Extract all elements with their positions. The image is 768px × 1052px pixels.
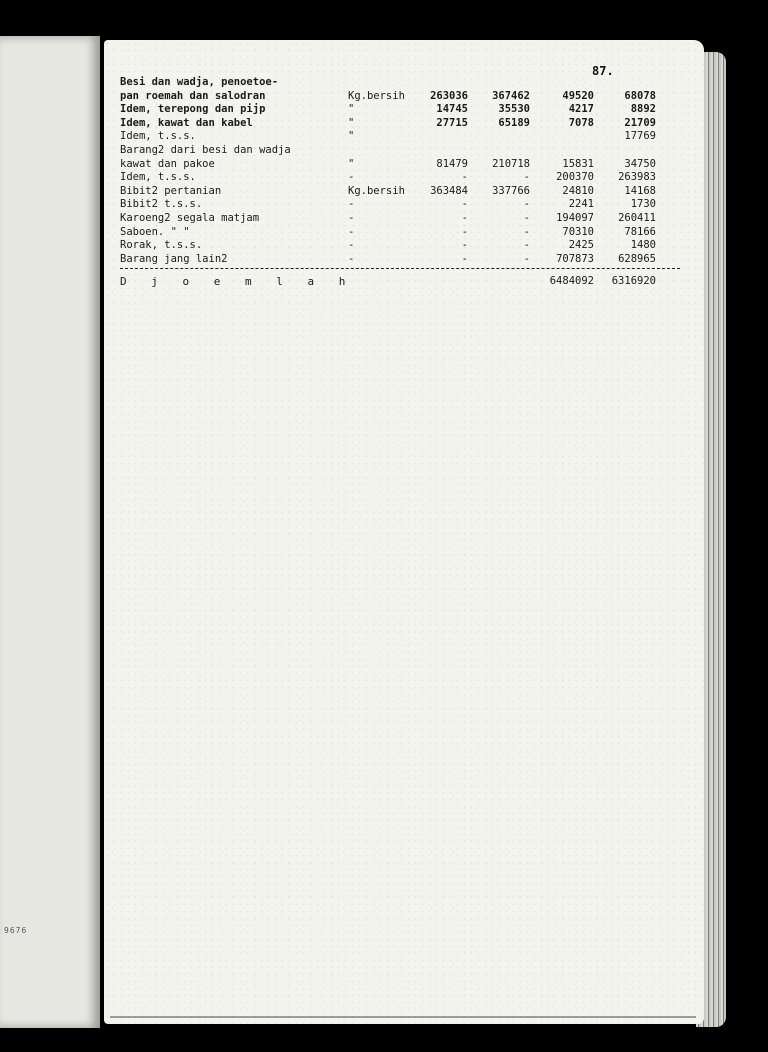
cell-desc: Karoeng2 segala matjam [120,211,260,224]
cell-v1: - [461,239,468,252]
cell-unit: - [348,239,355,252]
cell-v2: - [523,239,530,252]
cell-v3: 2241 [568,198,594,211]
corner-mark: 9676 [4,926,28,935]
cell-v3: 24810 [562,184,594,197]
cell-desc: Barang2 dari besi dan wadja [120,143,291,156]
cell-v1: - [461,225,468,238]
cell-unit: - [348,252,355,265]
cell-v2: 367462 [492,89,530,102]
total-value-4: 6316920 [611,275,656,288]
left-facing-page [0,36,100,1028]
table-body [120,76,680,266]
cell-desc: kawat dan pakoe [120,157,215,170]
cell-v3: 70310 [562,225,594,238]
cell-desc: pan roemah dan salodran [120,89,266,102]
cell-v1: 14745 [436,103,468,116]
table-row [120,171,680,185]
total-label: D j o e m l a h [120,275,355,289]
table-row [120,239,680,253]
cell-v4: 260411 [618,211,656,224]
table-row [120,212,680,226]
table-row [120,90,680,104]
cell-desc: Saboen. " " [120,225,190,238]
cell-v2: 337766 [492,184,530,197]
cell-v4: 628965 [618,252,656,265]
cell-v1: 263036 [430,89,468,102]
cell-v4: 68078 [624,89,656,102]
table-row [120,198,680,212]
cell-v3: 200370 [556,171,594,184]
cell-unit: " [348,130,355,143]
cell-v2: 210718 [492,157,530,170]
cell-v1: - [461,198,468,211]
table-divider [120,268,680,269]
cell-v1: - [461,211,468,224]
table-row [120,158,680,172]
table-row [120,76,680,90]
table-row [120,130,680,144]
cell-v3: 194097 [556,211,594,224]
cell-desc: Idem, t.s.s. [120,171,196,184]
cell-v3: 707873 [556,252,594,265]
cell-desc: Barang jang lain2 [120,252,228,265]
cell-v3: 7078 [568,116,594,129]
cell-unit: " [348,157,355,170]
cell-v3: 2425 [568,239,594,252]
table-row [120,117,680,131]
cell-v3: 49520 [562,89,594,102]
table-row [120,226,680,240]
table-row [120,144,680,158]
cell-v4: 34750 [624,157,656,170]
cell-v4: 1480 [630,239,656,252]
cell-unit: - [348,171,355,184]
cell-unit: - [348,198,355,211]
cell-v2: - [523,225,530,238]
cell-v2: - [523,211,530,224]
cell-v1: 81479 [436,157,468,170]
table-row [120,253,680,267]
cell-v2: 35530 [498,103,530,116]
cell-unit: " [348,116,355,129]
cell-v4: 14168 [624,184,656,197]
cell-v4: 263983 [618,171,656,184]
cell-desc: Bibit2 t.s.s. [120,198,203,211]
cell-v4: 17769 [624,130,656,143]
page-bottom-edge [110,1010,696,1018]
cell-v4: 8892 [630,103,656,116]
cell-v2: - [523,252,530,265]
table-row [120,103,680,117]
cell-v1: 27715 [436,116,468,129]
cell-v3: 15831 [562,157,594,170]
cell-v2: 65189 [498,116,530,129]
total-value-3: 6484092 [549,275,594,288]
cell-unit: - [348,211,355,224]
cell-desc: Rorak, t.s.s. [120,239,203,252]
cell-v1: - [461,171,468,184]
cell-v1: - [461,252,468,265]
cell-desc: Bibit2 pertanian [120,184,222,197]
cell-v4: 1730 [630,198,656,211]
cell-v2: - [523,198,530,211]
cell-v1: 363484 [430,184,468,197]
cell-v2: - [523,171,530,184]
cell-desc: Idem, t.s.s. [120,130,196,143]
cell-unit: " [348,103,355,116]
cell-unit: Kg.bersih [348,184,405,197]
cell-unit: Kg.bersih [348,89,405,102]
cell-desc: Besi dan wadja, penoetoe- [120,76,279,88]
cell-v4: 78166 [624,225,656,238]
cell-v4: 21709 [624,116,656,129]
table-row [120,185,680,199]
statistics-table [120,76,680,291]
cell-v3: 4217 [568,103,594,116]
cell-desc: Idem, kawat dan kabel [120,116,253,129]
page-number: 87. [592,64,614,78]
total-row [120,275,680,291]
cell-desc: Idem, terepong dan pijp [120,103,266,116]
cell-unit: - [348,225,355,238]
document-page [104,40,704,1024]
